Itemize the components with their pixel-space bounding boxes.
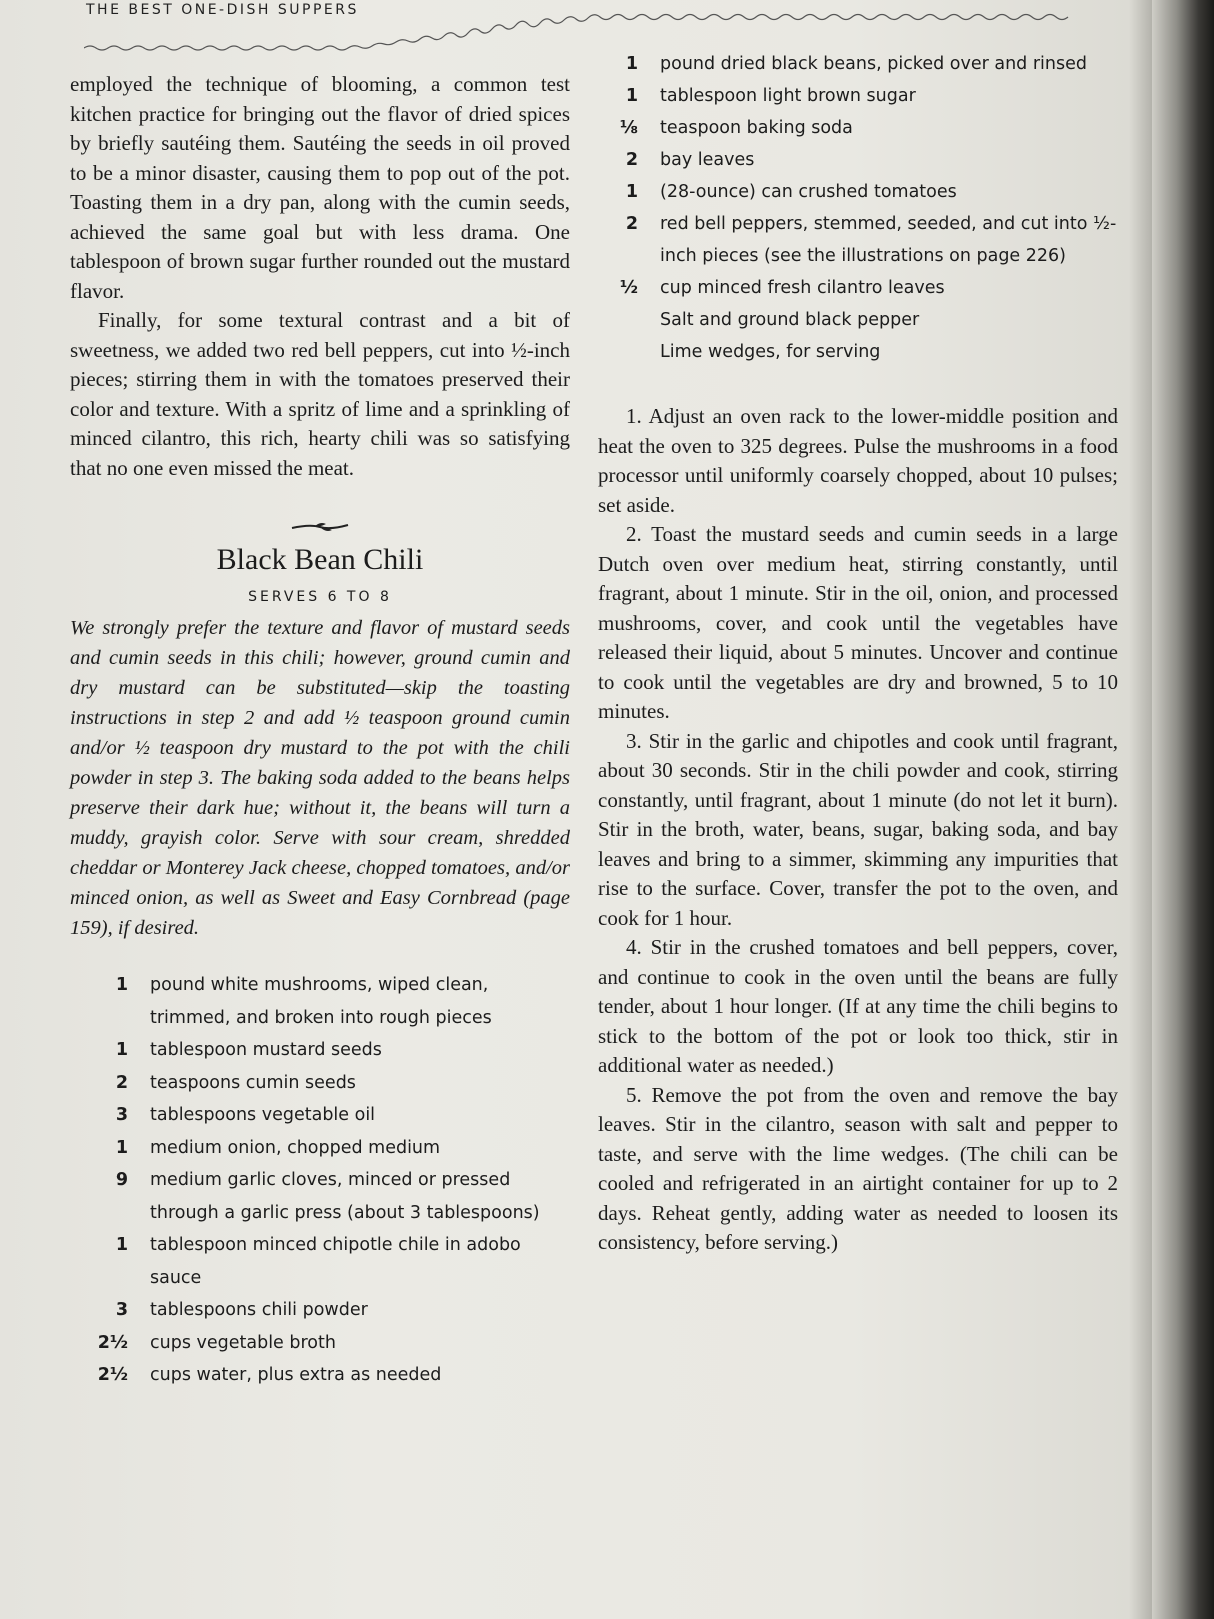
ingredient-qty (598, 304, 660, 336)
ingredient-text: (28-ounce) can crushed tomatoes (660, 182, 957, 202)
ingredient-item (70, 969, 570, 1034)
recipe-steps (598, 402, 1118, 1258)
ingredient-item (598, 304, 1118, 336)
ingredient-text: tablespoon minced chipotle chile in adobo sauce (150, 1235, 521, 1288)
right-column (598, 48, 1118, 1258)
recipe-step: 5. Remove the pot from the oven and remove the bay leaves. Stir in the cilantro, season with salt and pepper to taste, and serve with the lime wedges. (The chili can be cooled and refrigerated in an airtight container for up to 2 days. Reheat gently, adding water as needed to loosen its consistency, before serving.) (598, 1082, 1118, 1254)
ingredient-qty: ⅛ (619, 118, 638, 138)
ingredient-qty: 3 (115, 1300, 128, 1320)
ingredient-qty: 1 (115, 1040, 128, 1060)
ingredient-qty: 1 (625, 54, 638, 74)
ingredient-qty: 1 (115, 1235, 128, 1255)
ingredient-qty: 1 (625, 86, 638, 106)
ingredient-item (70, 1164, 570, 1229)
ingredient-item (70, 1327, 570, 1360)
ingredient-qty: 2½ (97, 1365, 128, 1385)
ingredient-item (70, 1132, 570, 1165)
ingredient-item (598, 48, 1118, 80)
leaf-ornament-icon (290, 519, 350, 535)
ingredient-qty (598, 336, 660, 368)
ingredient-text: tablespoon mustard seeds (150, 1040, 382, 1060)
ingredient-text: cup minced fresh cilantro leaves (660, 278, 945, 298)
ingredient-qty: 1 (115, 975, 128, 995)
ingredient-qty: 2 (115, 1072, 128, 1093)
page-edge-shadow (1152, 0, 1214, 1619)
intro-paragraph: Finally, for some textural contrast and a bit of sweetness, we added two red bell peppers, cut into ½-inch pieces; stirring them in with the tomatoes preserved their color and texture. With a spritz of lime and a sprinkling of minced cilantro, this rich, hearty chili was so satisfying that no one even missed the meat. (70, 308, 570, 480)
ingredient-text: cups water, plus extra as needed (150, 1365, 442, 1385)
ingredient-item (598, 112, 1118, 144)
ingredient-text: pound dried black beans, picked over and rinsed (660, 54, 1087, 74)
ingredient-text: tablespoons vegetable oil (150, 1105, 376, 1125)
left-column (70, 70, 570, 1392)
ingredient-text: teaspoons cumin seeds (150, 1072, 356, 1093)
ingredient-qty: ½ (619, 278, 638, 298)
intro-paragraph: employed the technique of blooming, a common test kitchen practice for bringing out the flavor of dried spices by briefly sautéing them. Sautéing the seeds in oil proved to be a minor disaster, causing them to pop out of the pot. Toasting them in a dry pan, along with the cumin seeds, achieved the same goal but with less drama. One tablespoon of brown sugar further rounded out the mustard flavor. (70, 72, 570, 303)
ingredient-text: medium garlic cloves, minced or pressed through a garlic press (about 3 tablespoons) (150, 1170, 540, 1223)
ingredient-text: Lime wedges, for serving (660, 342, 881, 362)
ingredient-item (70, 1294, 570, 1327)
recipe-step: 1. Adjust an oven rack to the lower-middle position and heat the oven to 325 degrees. Pulse the mushrooms in a food processor until uniformly coarsely chopped, about 10 pulses; set aside. (598, 404, 1118, 517)
recipe-step: 3. Stir in the garlic and chipotles and cook until fragrant, about 30 seconds. Stir in the chili powder and cook, stirring constantly, until fragrant, about 1 minute (do not let it burn). Stir in the broth, water, beans, sugar, baking soda, and bay leaves and bring to a simmer, skimming any impurities that rise to the surface. Cover, transfer the pot to the oven, and cook for 1 hour. (598, 728, 1118, 930)
ingredient-qty: 2 (625, 214, 638, 234)
ingredient-list-right (598, 48, 1118, 368)
ingredient-text: tablespoons chili powder (150, 1300, 368, 1320)
ingredient-item (598, 80, 1118, 112)
ingredient-qty: 2½ (97, 1332, 128, 1353)
ingredient-text: teaspoon baking soda (660, 118, 853, 138)
recipe-yield: SERVES 6 TO 8 (248, 589, 392, 605)
ingredient-qty: 9 (115, 1170, 128, 1190)
ingredient-item (70, 1067, 570, 1100)
ingredient-item (70, 1099, 570, 1132)
recipe-step: 4. Stir in the crushed tomatoes and bell peppers, cover, and continue to cook in the oven until the beans are fully tender, about 1 hour longer. (If at any time the chili begins to stick to the bottom of the pot or look too thick, stir in additional water as needed.) (598, 935, 1118, 1077)
ingredient-text: Salt and ground black pepper (660, 310, 920, 330)
ingredient-item (598, 272, 1118, 304)
wavy-rule (84, 12, 1074, 52)
ingredient-qty: 3 (115, 1105, 128, 1125)
ingredient-qty: 2 (625, 150, 638, 170)
ingredient-qty: 1 (625, 182, 638, 202)
recipe-step: 2. Toast the mustard seeds and cumin seeds in a large Dutch oven over medium heat, stirring constantly, until fragrant, about 1 minute. Stir in the oil, onion, and processed mushrooms, cover, and cook until the vegetables have released their liquid, about 5 minutes. Uncover and continue to cook until the vegetables are dry and browned, 5 to 10 minutes. (598, 522, 1118, 723)
ingredient-qty: 1 (115, 1137, 128, 1158)
ingredient-text: cups vegetable broth (150, 1332, 336, 1353)
ingredient-text: red bell peppers, stemmed, seeded, and cut into ½-inch pieces (see the illustrations on page 226) (660, 214, 1117, 266)
ingredient-item (70, 1359, 570, 1392)
ingredient-item (70, 1229, 570, 1294)
ingredient-text: bay leaves (660, 150, 755, 170)
ingredient-item (598, 336, 1118, 368)
ingredient-item (70, 1034, 570, 1067)
running-head: THE BEST ONE-DISH SUPPERS (86, 2, 359, 18)
ingredient-item (598, 144, 1118, 176)
ingredient-item (598, 208, 1118, 272)
recipe-headnote: We strongly prefer the texture and flavor of mustard seeds and cumin seeds in this chili; however, ground cumin and dry mustard can be substituted—skip the toasting instructions in step 2 and add ½ teaspoon ground cumin and/or ½ teaspoon dry mustard to the pot with the chili powder in step 3. The baking soda added to the beans helps preserve their dark hue; without it, the beans will turn a muddy, grayish color. Serve with sour cream, shredded cheddar or Monterey Jack cheese, chopped tomatoes, and/or minced onion, as well as Sweet and Easy Cornbread (page 159), if desired. (70, 617, 570, 939)
ingredient-text: tablespoon light brown sugar (660, 86, 916, 106)
ingredient-text: medium onion, chopped medium (150, 1137, 441, 1158)
ingredient-text: pound white mushrooms, wiped clean, trimmed, and broken into rough pieces (150, 975, 492, 1028)
ingredient-item (598, 176, 1118, 208)
ingredient-list-left (70, 969, 570, 1392)
recipe-title: Black Bean Chili (216, 543, 424, 576)
